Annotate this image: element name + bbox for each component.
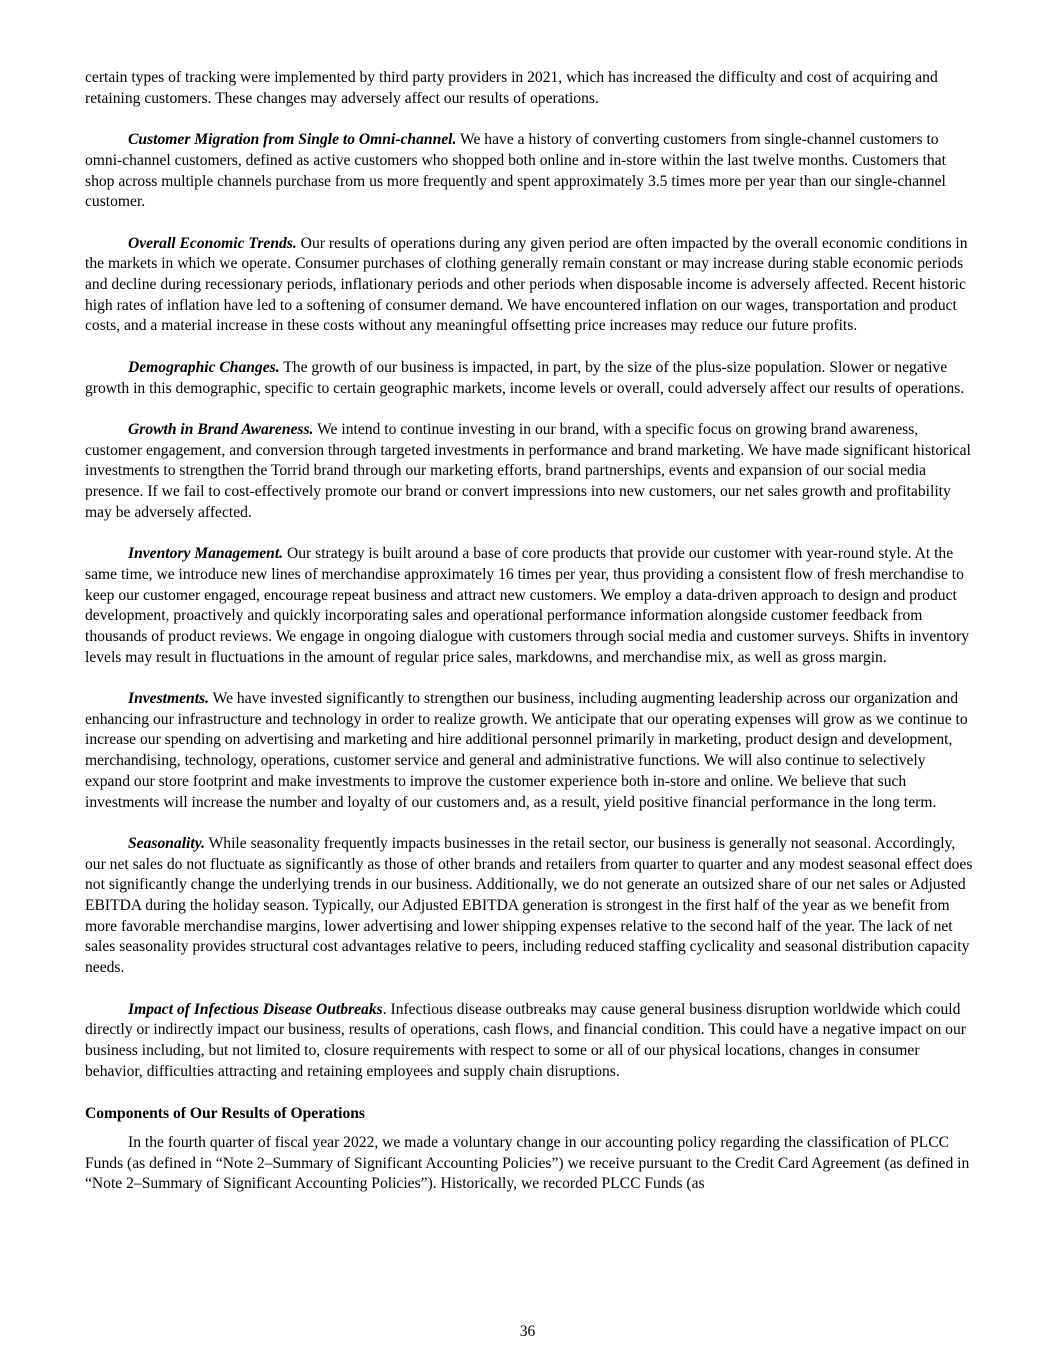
paragraph-lead: Demographic Changes. (128, 358, 280, 376)
paragraph-text: We intend to continue investing in our brand, with a specific focus on growing brand awareness, customer engagement, and conversion through targeted investments in performance and brand marketing. We have made significant historical investments to strengthen the Torrid brand through our marketing efforts, brand partnerships, events and expansion of our social media presence. If we fail to cost-effectively promote our brand or convert impressions into new customers, our net sales growth and profitability may be adversely affected. (85, 420, 971, 521)
paragraph-text: The growth of our business is impacted, in part, by the size of the plus-size population. Slower or negative growth in this demographic, specific to certain geographic markets, income levels or overall, could adversely affect our results of operations. (85, 358, 965, 397)
paragraph-text: Our results of operations during any given period are often impacted by the overall economic conditions in the markets in which we operate. Consumer purchases of clothing generally remain constant or may increase during stable economic periods and decline during recessionary periods, inflationary periods and other periods when disposable income is adversely affected. Recent historic high rates of inflation have led to a softening of consumer demand. We have encountered inflation on our wages, transportation and product costs, and a material increase in these costs without any meaningful offsetting price increases may reduce our future profits. (85, 234, 968, 335)
paragraph-omni-channel (85, 130, 973, 213)
paragraph-demographic-changes (85, 358, 973, 399)
paragraph-text: We have a history of converting customers from single-channel customers to omni-channel customers, defined as active customers who shopped both online and in-store within the last twelve months. Customers that shop across multiple channels purchase from us more frequently and spent approximately 3.5 times more per year than our single-channel customer. (85, 131, 946, 211)
paragraph-inventory-management (85, 544, 973, 668)
paragraph-investments (85, 689, 973, 813)
section-heading: Components of Our Results of Operations (85, 1105, 365, 1123)
document-page (85, 68, 973, 1195)
paragraph-text: While seasonality frequently impacts businesses in the retail sector, our business is generally not seasonal. Accordingly, our net sales do not fluctuate as significantly as those of other brands and retailers from quarter to quarter and any modest seasonal effect does not significantly change the underlying trends in our business. Additionally, we do not generate an outsized share of our net sales or Adjusted EBITDA during the holiday season. Typically, our Adjusted EBITDA generation is strongest in the first half of the year as we benefit from more favorable merchandise margins, lower advertising and lower shipping expenses relative to the second half of the year. The lack of net sales seasonality provides structural cost advantages relative to peers, including reduced staffing cyclicality and seasonal distribution capacity needs. (85, 834, 973, 977)
paragraph-economic-trends (85, 234, 973, 338)
paragraph-lead: Impact of Infectious Disease Outbreaks (128, 1000, 383, 1018)
paragraph-text: Our strategy is built around a base of core products that provide our customer with year-round style. At the same time, we introduce new lines of merchandise approximately 16 times per year, thus providing a consistent flow of fresh merchandise to keep our customer engaged, encourage repeat business and attract new customers. We employ a data-driven approach to design and product development, proactively and quickly incorporating sales and operational performance information alongside customer feedback from thousands of product reviews. We engage in ongoing dialogue with customers through social media and customer surveys. Shifts in inventory levels may result in fluctuations in the amount of regular price sales, markdowns, and merchandise mix, as well as gross margin. (85, 545, 970, 666)
paragraph-infectious-disease (85, 1000, 973, 1083)
paragraph-brand-awareness (85, 420, 973, 524)
paragraph-lead: Inventory Management. (128, 545, 284, 563)
paragraph-tracking (85, 68, 973, 109)
paragraph-text: certain types of tracking were implemented by third party providers in 2021, which has increased the difficulty and cost of acquiring and retaining customers. These changes may adversely affect our results of operations. (85, 69, 938, 107)
paragraph-text: . Infectious disease outbreaks may cause general business disruption worldwide which could directly or indirectly impact our business, results of operations, cash flows, and financial condition. This could have a negative impact on our business including, but not limited to, closure requirements with respect to some or all of our physical locations, changes in consumer behavior, difficulties attracting and retaining employees and supply chain disruptions. (85, 1000, 966, 1080)
paragraph-lead: Investments. (128, 690, 210, 707)
paragraph-lead: Growth in Brand Awareness. (128, 420, 314, 438)
page-number: 36 (519, 1323, 536, 1340)
paragraph-seasonality (85, 834, 973, 979)
section-paragraph: In the fourth quarter of fiscal year 2022, we made a voluntary change in our accounting policy regarding the classification of PLCC Funds (as defined in “Note 2–Summary of Significant Accounting Policies”) we receive pursuant to the Credit Card Agreement (as defined in “Note 2–Summary of Significant Accounting Policies”). Historically, we recorded PLCC Funds (as (85, 1134, 970, 1193)
paragraph-text: We have invested significantly to strengthen our business, including augmenting leadership across our organization and enhancing our infrastructure and technology in order to realize growth. We anticipate that our operating expenses will grow as we continue to increase our spending on advertising and marketing and hire additional personnel primarily in marketing, product design and development, merchandising, technology, operations, customer service and general and administrative functions. We will also continue to selectively expand our store footprint and make investments to improve the customer experience both in-store and online. We believe that such investments will increase the number and loyalty of our customers and, as a result, yield positive financial performance in the long term. (85, 690, 968, 811)
paragraph-lead: Customer Migration from Single to Omni-channel. (128, 131, 457, 149)
paragraph-lead: Overall Economic Trends. (128, 234, 297, 252)
paragraph-lead: Seasonality. (128, 834, 205, 852)
